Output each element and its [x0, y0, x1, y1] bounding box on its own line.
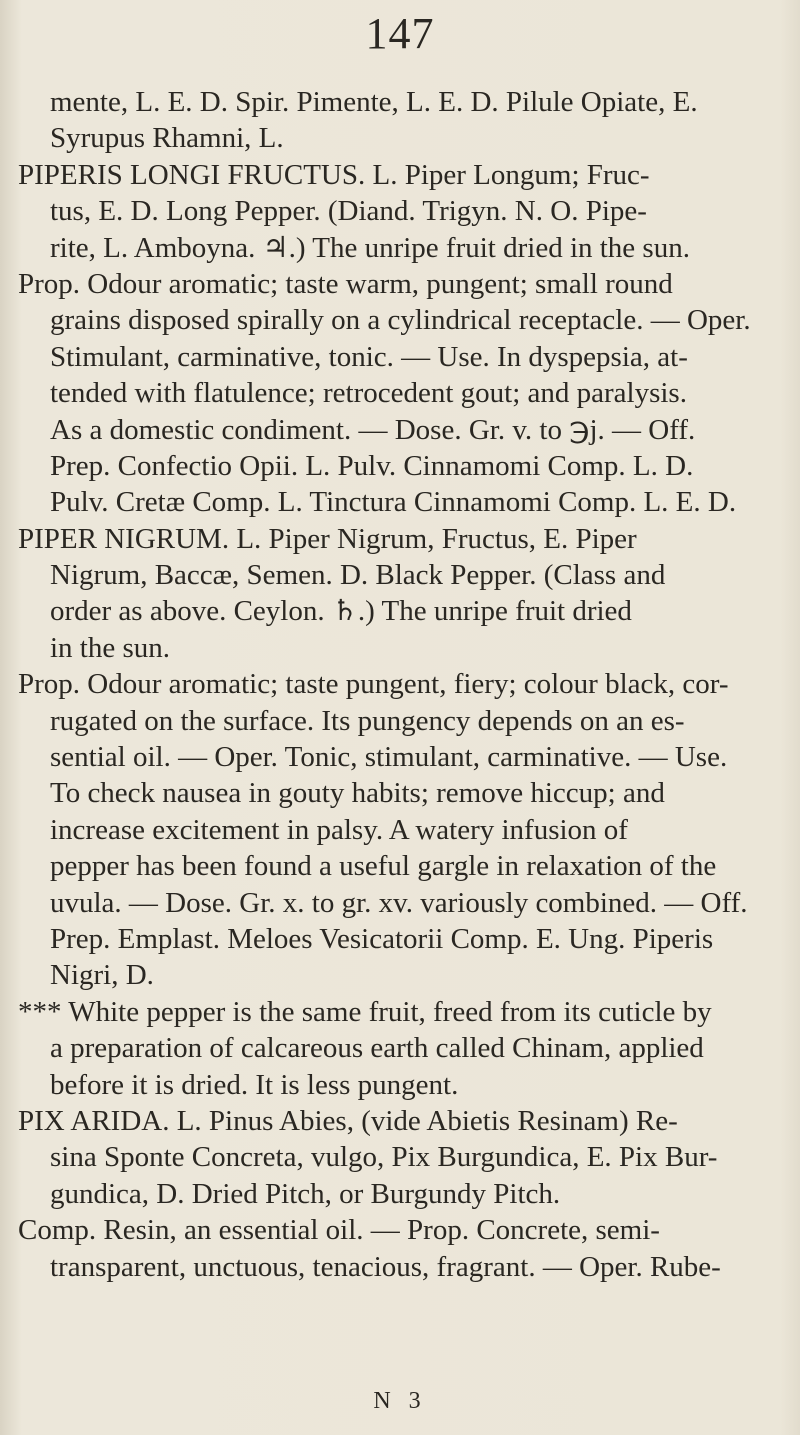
text-line: PIX ARIDA. L. Pinus Abies, (vide Abietis Resinam) Re- — [18, 1104, 678, 1137]
text-line: grains disposed spirally on a cylindrical receptacle. — Oper. — [50, 304, 751, 337]
text-line: PIPERIS LONGI FRUCTUS. L. Piper Longum; Fruc- — [18, 158, 650, 191]
text-line: before it is dried. It is less pungent. — [50, 1068, 459, 1101]
text-line: pepper has been found a useful gargle in relaxation of the — [50, 850, 717, 883]
text-line: Prop. Odour aromatic; taste pungent, fiery; colour black, cor- — [18, 668, 729, 701]
page-number: 147 — [365, 9, 435, 58]
text-line: Pulv. Cretæ Comp. L. Tinctura Cinnamomi Comp. L. E. D. — [50, 486, 737, 519]
text-line: To check nausea in gouty habits; remove hiccup; and — [50, 777, 665, 810]
text-line: rugated on the surface. Its pungency depends on an es- — [50, 704, 685, 737]
text-line: Syrupus Rhamni, L. — [50, 122, 284, 155]
text-line: sential oil. — Oper. Tonic, stimulant, carminative. — Use. — [50, 741, 728, 774]
text-line: a preparation of calcareous earth called Chinam, applied — [50, 1032, 704, 1065]
text-line: Prep. Emplast. Meloes Vesicatorii Comp. E. Ung. Piperis — [50, 922, 714, 955]
text-line: tended with flatulence; retrocedent gout; and paralysis. — [50, 377, 687, 410]
text-line: tus, E. D. Long Pepper. (Diand. Trigyn. N. O. Pipe- — [50, 195, 647, 228]
text-line: order as above. Ceylon. ♄.) The unripe fruit dried — [50, 595, 632, 628]
text-line: Prep. Confectio Opii. L. Pulv. Cinnamomi Comp. L. D. — [50, 449, 694, 482]
text-line: PIPER NIGRUM. L. Piper Nigrum, Fructus, E. Piper — [18, 522, 637, 555]
text-line: rite, L. Amboyna. ♃.) The unripe fruit dried in the sun. — [50, 231, 690, 264]
text-line: mente, L. E. D. Spir. Pimente, L. E. D. Pilule Opiate, E. — [50, 86, 698, 118]
text-line: transparent, unctuous, tenacious, fragrant. — Oper. Rube- — [50, 1250, 721, 1283]
text-line: Nigrum, Baccæ, Semen. D. Black Pepper. (Class and — [50, 559, 666, 592]
text-line: As a domestic condiment. — Dose. Gr. v. to ℈j. — Off. — [50, 413, 696, 446]
signature-mark: N 3 — [373, 1388, 427, 1414]
text-line: gundica, D. Dried Pitch, or Burgundy Pitch. — [50, 1177, 561, 1210]
text-line: Stimulant, carminative, tonic. — Use. In dyspepsia, at- — [50, 340, 688, 373]
text-line: Prop. Odour aromatic; taste warm, pungent; small round — [18, 267, 673, 300]
text-line: increase excitement in palsy. A watery infusion of — [50, 813, 628, 846]
text-line: uvula. — Dose. Gr. x. to gr. xv. variously combined. — Off. — [50, 886, 748, 919]
text-line: in the sun. — [50, 631, 171, 664]
text-line: *** White pepper is the same fruit, freed from its cuticle by — [18, 995, 712, 1028]
text-line: Comp. Resin, an essential oil. — Prop. Concrete, semi- — [18, 1214, 660, 1247]
text-line: Nigri, D. — [50, 959, 154, 992]
text-line: sina Sponte Concreta, vulgo, Pix Burgundica, E. Pix Bur- — [50, 1141, 718, 1174]
body-text — [18, 84, 788, 1285]
